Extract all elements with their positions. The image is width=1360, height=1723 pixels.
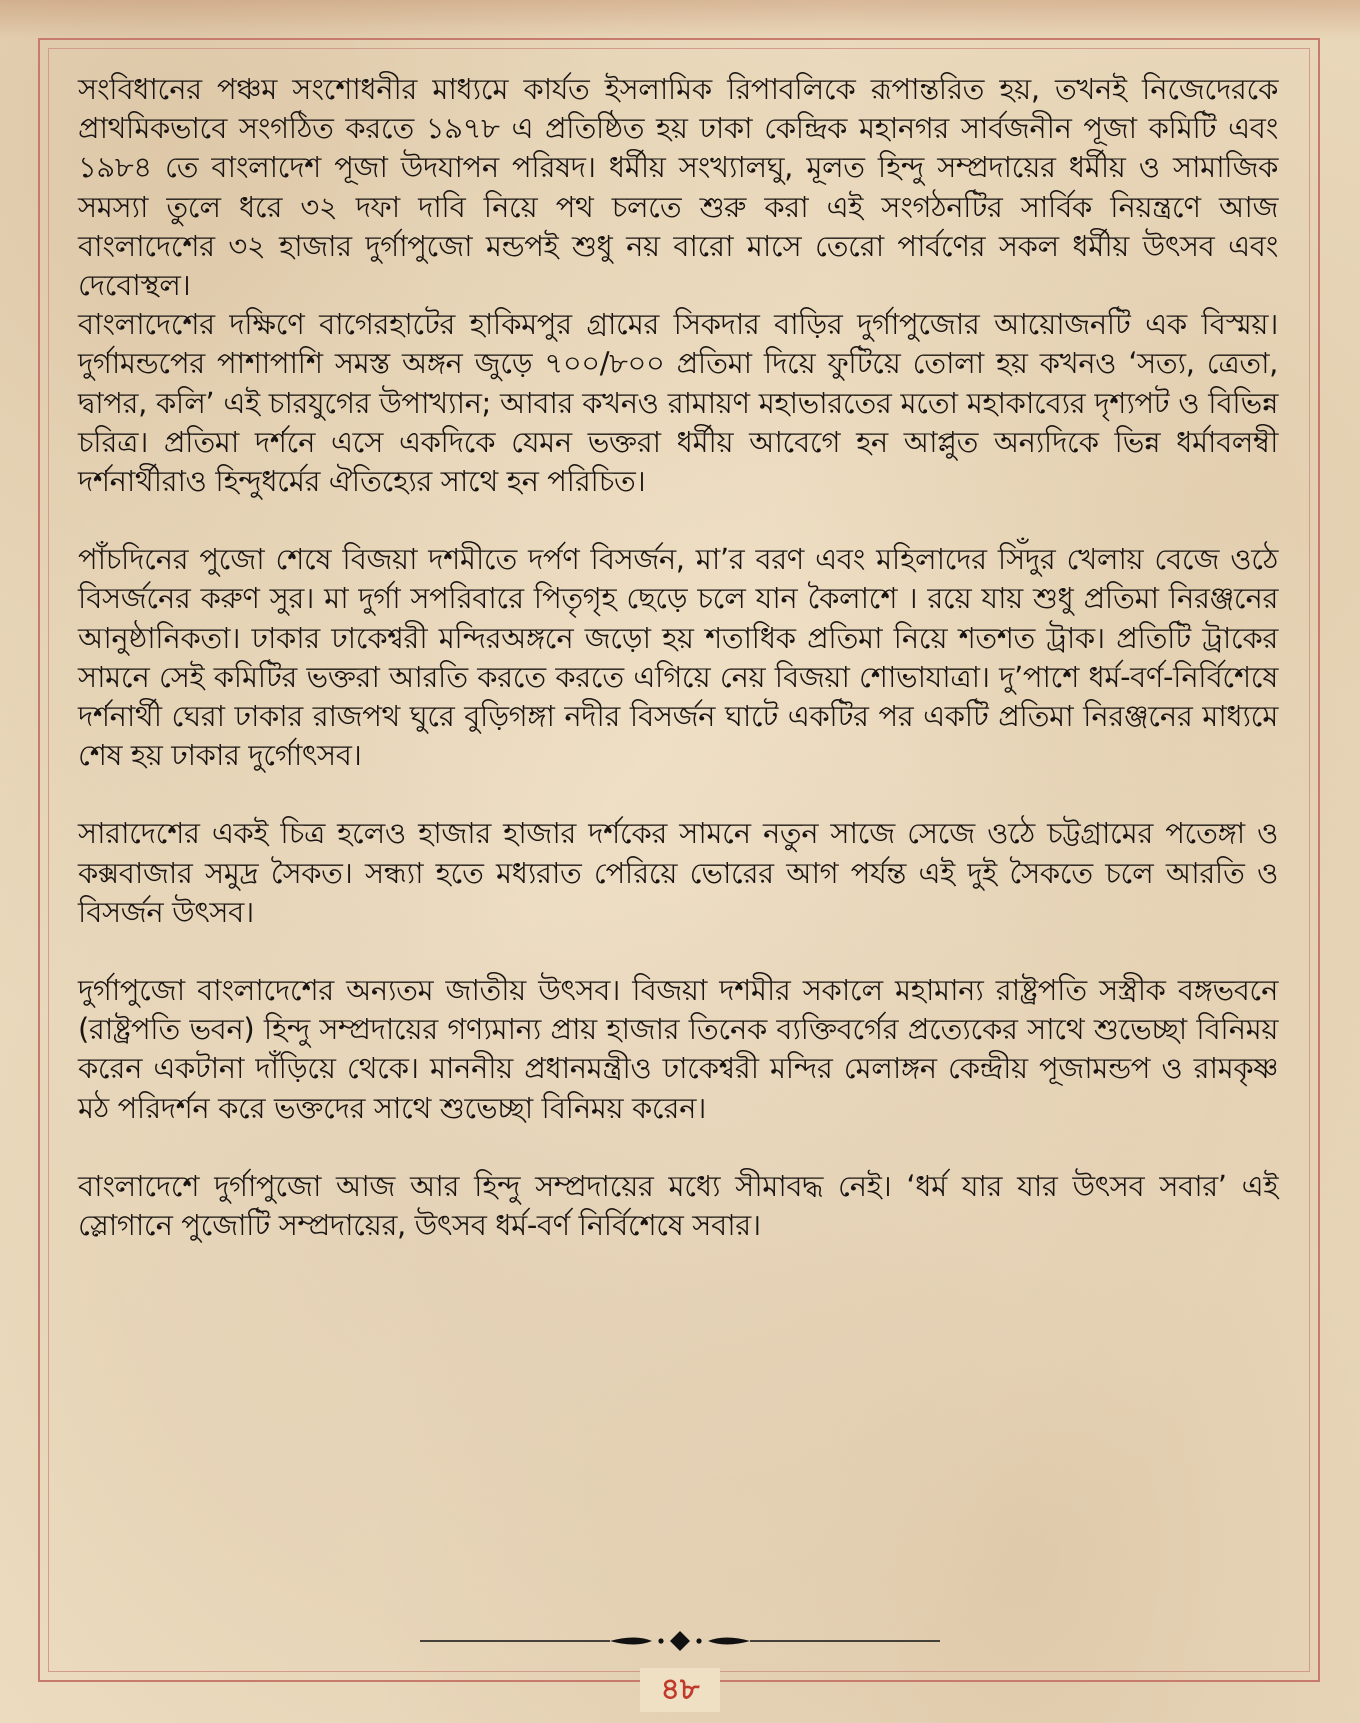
divider-ornament-icon [420,1626,940,1656]
paragraph-3: পাঁচদিনের পুজো শেষে বিজয়া দশমীতে দর্পণ বিসর্জন, মা’র বরণ এবং মহিলাদের সিঁদুর খেলায় বেজে ওঠে বিসর্জনের করুণ সুর। মা দুর্গা সপরিবারে পিতৃগৃহ ছেড়ে চলে যান কৈলাশে । রয়ে যায় শুধু প্রতিমা নিরঞ্জনের আনুষ্ঠানিকতা। ঢাকার ঢাকেশ্বরী মন্দিরঅঙ্গনে জড়ো হয় শতাধিক প্রতিমা নিয়ে শতশত ট্রাক। প্রতিটি ট্রাকের সামনে সেই কমিটির ভক্তরা আরতি করতে করতে এগিয়ে নেয় বিজয়া শোভাযাত্রা। দু’পাশে ধর্ম-বর্ণ-নির্বিশেষে দর্শনার্থী ঘেরা ঢাকার রাজপথ ঘুরে বুড়িগঙ্গা নদীর বিসর্জন ঘাটে একটির পর একটি প্রতিমা নিরঞ্জনের মাধ্যমে শেষ হয় ঢাকার দুর্গোৎসব। [78,542,1278,773]
article-body [78,70,1278,1245]
paragraph-2: বাংলাদেশের দক্ষিণে বাগেরহাটের হাকিমপুর গ্রামের সিকদার বাড়ির দুর্গাপুজোর আয়োজনটি এক বিস্ময়। দুর্গামন্ডপের পাশাপাশি সমস্ত অঙ্গন জুড়ে ৭০০/৮০০ প্রতিমা দিয়ে ফুটিয়ে তোলা হয় কখনও ‘সত্য, ত্রেতা, দ্বাপর, কলি’ এই চারযুগের উপাখ্যান; আবার কখনও রামায়ণ মহাভারতের মতো মহাকাব্যের দৃশ্যপট ও বিভিন্ন চরিত্র। প্রতিমা দর্শনে এসে একদিকে যেমন ভক্তরা ধর্মীয় আবেগে হন আপ্লুত অন্যদিকে ভিন্ন ধর্মাবলম্বী দর্শনার্থীরাও হিন্দুধর্মের ঐতিহ্যের সাথে হন পরিচিত। [78,307,1278,499]
paragraph-6: বাংলাদেশে দুর্গাপুজো আজ আর হিন্দু সম্প্রদায়ের মধ্যে সীমাবদ্ধ নেই। ‘ধর্ম যার যার উৎসব সবার’ এই স্লোগানে পুজোটি সম্প্রদায়ের, উৎসব ধর্ম-বর্ণ নির্বিশেষে সবার। [78,1168,1278,1243]
paragraph-5: দুর্গাপুজো বাংলাদেশের অন্যতম জাতীয় উৎসব। বিজয়া দশমীর সকালে মহামান্য রাষ্ট্রপতি সস্ত্রীক বঙ্গভবনে (রাষ্ট্রপতি ভবন) হিন্দু সম্প্রদায়ের গণ্যমান্য প্রায় হাজার তিনেক ব্যক্তিবর্গের প্রত্যেকের সাথে শুভেচ্ছা বিনিময় করেন একটানা দাঁড়িয়ে থেকে। মাননীয় প্রধানমন্ত্রীও ঢাকেশ্বরী মন্দির মেলাঙ্গন কেন্দ্রীয় পূজামন্ডপ ও রামকৃষ্ণ মঠ পরিদর্শন করে ভক্তদের সাথে শুভেচ্ছা বিনিময় করেন। [78,973,1278,1125]
paragraph-4: সারাদেশের একই চিত্র হলেও হাজার হাজার দর্শকের সামনে নতুন সাজে সেজে ওঠে চট্টগ্রামের পতেঙ্গা ও কক্সবাজার সমুদ্র সৈকত। সন্ধ্যা হতে মধ্যরাত পেরিয়ে ভোরের আগ পর্যন্ত এই দুই সৈকতে চলে আরতি ও বিসর্জন উৎসব। [78,816,1278,929]
top-stain [0,0,1360,40]
page-number: ৪৮ [640,1668,720,1712]
paragraph-1: সংবিধানের পঞ্চম সংশোধনীর মাধ্যমে কার্যত ইসলামিক রিপাবলিকে রূপান্তরিত হয়, তখনই নিজেদেরকে প্রাথমিকভাবে সংগঠিত করতে ১৯৭৮ এ প্রতিষ্ঠিত হয় ঢাকা কেন্দ্রিক মহানগর সার্বজনীন পূজা কমিটি এবং ১৯৮৪ তে বাংলাদেশ পূজা উদযাপন পরিষদ। ধর্মীয় সংখ্যালঘু, মূলত হিন্দু সম্প্রদায়ের ধর্মীয় ও সামাজিক সমস্যা তুলে ধরে ৩২ দফা দাবি নিয়ে পথ চলতে শুরু করা এই সংগঠনটির সার্বিক নিয়ন্ত্রণে আজ বাংলাদেশের ৩২ হাজার দুর্গাপুজো মন্ডপই শুধু নয় বারো মাসে তেরো পার্বণের সকল ধর্মীয় উৎসব এবং দেবোস্থল। [78,72,1279,303]
